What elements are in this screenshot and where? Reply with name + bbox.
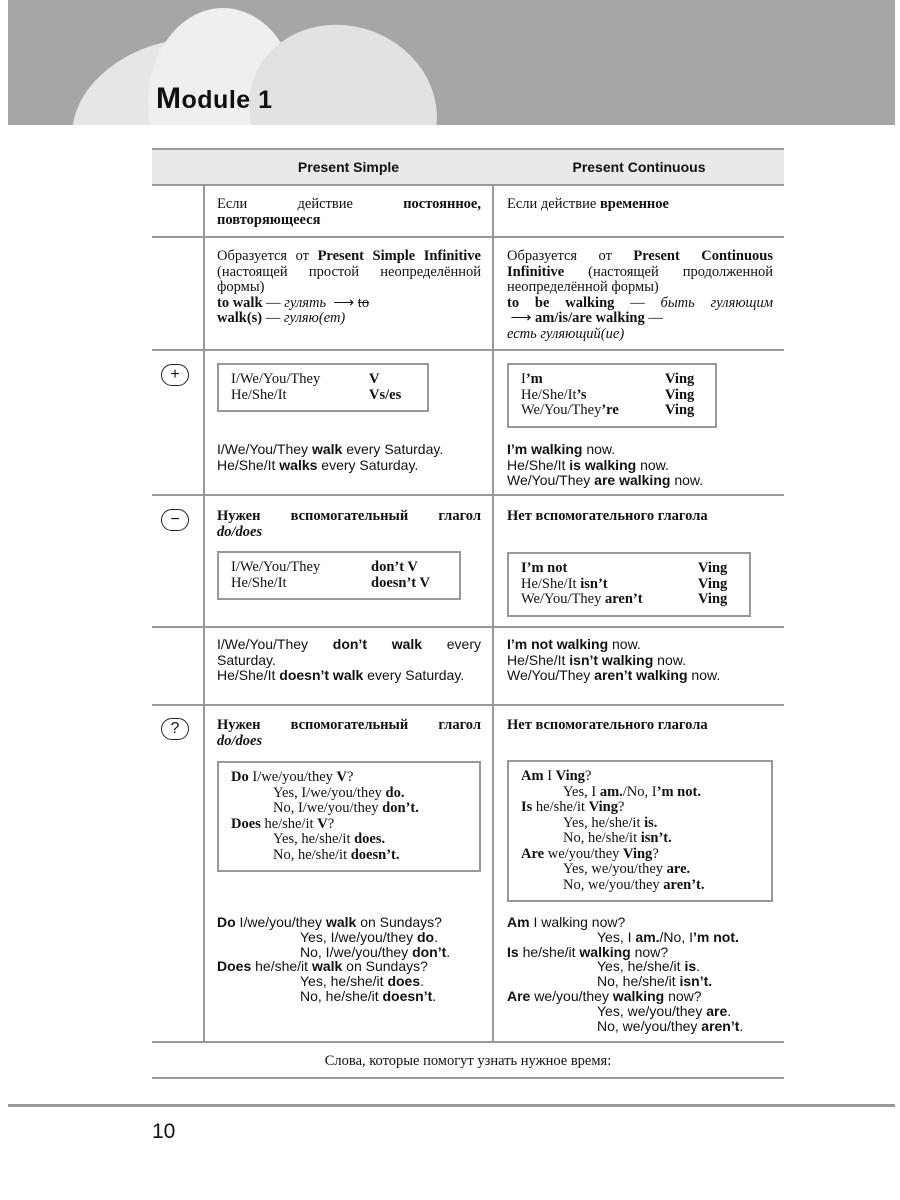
positive-symbol-icon: + bbox=[161, 364, 189, 386]
positive-simple-examples: I/We/You/They walk every Saturday. He/She/It walks every Saturday. bbox=[217, 441, 444, 473]
footer-note: Слова, которые помогут узнать нужное время: bbox=[324, 1053, 612, 1069]
usage-continuous: Если действие временное bbox=[507, 196, 669, 212]
table-rule bbox=[152, 626, 784, 628]
positive-continuous-formula-box: I’m Ving He/She/It’s Ving We/You/They’re Ving bbox=[507, 363, 717, 428]
table-rule bbox=[152, 704, 784, 706]
negative-symbol-icon: − bbox=[161, 509, 189, 531]
module-title: Module 1 bbox=[156, 82, 273, 115]
negative-simple-examples: I/We/You/They don’t walk every Saturday. He/She/It doesn’t walk every Saturday. bbox=[217, 636, 482, 683]
formation-simple: Образуется от Present Simple Infinitive (настоящей простой неопределённой формы) to walk — гулять ⟶ to walk(s) — гуляю(ет) bbox=[217, 248, 481, 326]
table-rule bbox=[152, 236, 784, 238]
question-simple-examples: Do I/we/you/they walk on Sundays? Yes, I/we/you/they do. No, I/we/you/they don’t. Does he/she/it walk on Sundays? Yes, he/she/it does. No, he/she/it doesn’t. bbox=[217, 914, 451, 1004]
page-header bbox=[8, 0, 895, 125]
usage-simple: Если действие постоянное, повторяющееся bbox=[217, 196, 481, 228]
table-rule bbox=[152, 494, 784, 496]
formation-continuous: Образуется от Present Continuous Infinitive (настоящей продолженной неопределённой формы) to be walking — быть гуляющим ⟶ am/is/are walking — есть гуляющий(ие) bbox=[507, 248, 773, 342]
negative-continuous-formula-box: I’m not Ving He/She/It isn’t Ving We/You/They aren’t Ving bbox=[507, 552, 751, 617]
arrow-icon: ⟶ bbox=[507, 310, 536, 326]
question-simple-note: Нужен вспомогательный глагол do/does bbox=[217, 717, 481, 749]
table-column-rule bbox=[492, 148, 494, 1041]
question-simple-formula-box: Do I/we/you/they V? Yes, I/we/you/they do. No, I/we/you/they don’t. Does he/she/it V? Yes, he/she/it does. No, he/she/it doesn’t. bbox=[217, 761, 481, 872]
table-rule bbox=[152, 349, 784, 351]
positive-continuous-examples: I’m walking now. He/She/It is walking now. We/You/They are walking now. bbox=[507, 441, 704, 488]
crossed-to-mark: to bbox=[357, 294, 370, 311]
arrow-icon: ⟶ bbox=[329, 294, 358, 311]
question-continuous-note: Нет вспомогательного глагола bbox=[507, 717, 708, 733]
negative-continuous-note: Нет вспомогательного глагола bbox=[507, 508, 708, 524]
page-number: 10 bbox=[152, 1120, 176, 1143]
table-column-rule bbox=[203, 148, 205, 1041]
negative-simple-formula-box: I/We/You/They don’t V He/She/It doesn’t V bbox=[217, 551, 461, 600]
table-rule bbox=[152, 1041, 784, 1043]
table-rule bbox=[152, 1077, 784, 1079]
question-continuous-formula-box: Am I Ving? Yes, I am./No, I’m not. Is he/she/it Ving? Yes, he/she/it is. No, he/she/it isn’t. Are we/you/they Ving? Yes, we/you/they are. No, we/you/they aren’t. bbox=[507, 760, 773, 902]
table-rule bbox=[152, 184, 784, 186]
negative-simple-note: Нужен вспомогательный глагол do/does bbox=[217, 508, 481, 540]
page-bottom-rule bbox=[8, 1104, 895, 1107]
column-header-present-continuous: Present Continuous bbox=[572, 159, 706, 175]
question-symbol-icon: ? bbox=[161, 718, 189, 740]
column-header-present-simple: Present Simple bbox=[297, 159, 400, 175]
question-continuous-examples: Am I walking now? Yes, I am./No, I’m not. Is he/she/it walking now? Yes, he/she/it is. No, he/she/it isn’t. Are we/you/they walking now? Yes, we/you/they are. No, we/you/they aren’t. bbox=[507, 914, 744, 1034]
negative-continuous-examples: I’m not walking now. He/She/It isn’t walking now. We/You/They aren’t walking now. bbox=[507, 636, 721, 683]
positive-simple-formula-box: I/We/You/They V He/She/It Vs/es bbox=[217, 363, 429, 412]
